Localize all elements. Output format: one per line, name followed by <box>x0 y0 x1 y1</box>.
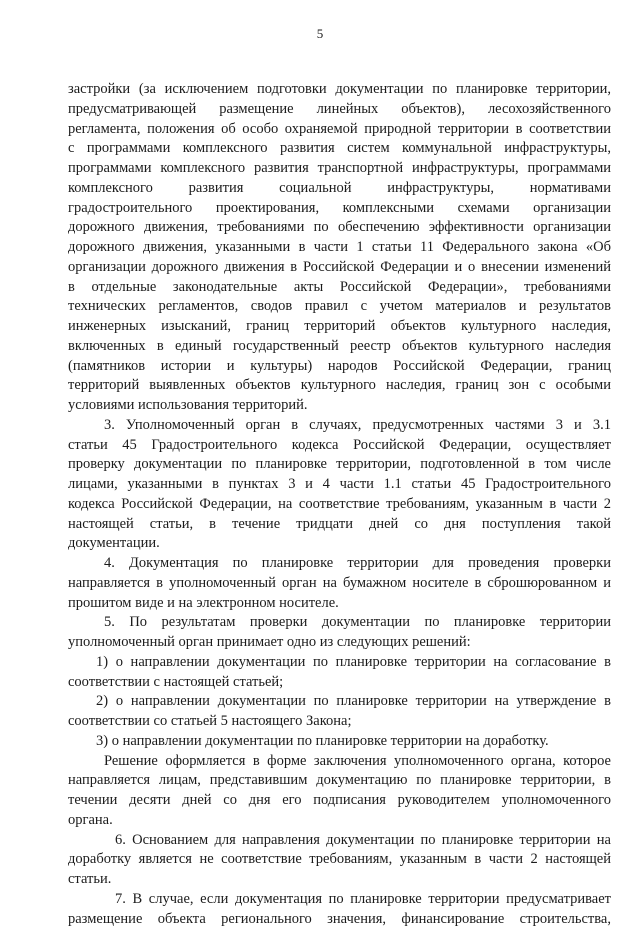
text-line: программами комплексного развития транспортной инфраструктуры, программами <box>68 159 611 179</box>
paragraph-6 <box>68 831 611 890</box>
text-line: соответствии с настоящей статьей; <box>68 673 611 693</box>
paragraph-decision <box>68 752 611 831</box>
text-line: документации. <box>68 534 611 554</box>
text-line: органа. <box>68 811 611 831</box>
text-line: комплексного развития социальной инфраструктуры, нормативами <box>68 179 611 199</box>
text-line: регламента, положения об особо охраняемой природной территории в соответствии <box>68 120 611 140</box>
text-line: 3) о направлении документации по планировке территории на доработку. <box>68 732 611 752</box>
list-item-1 <box>68 653 611 693</box>
text-line: (памятников истории и культуры) народов Российской Федерации, границ <box>68 357 611 377</box>
text-line: дорожного движения, указанными в части 1 статьи 11 Федерального закона «Об <box>68 238 611 258</box>
text-line: направляется лицам, представившим документацию по планировке территории, в <box>68 771 611 791</box>
text-line: технических регламентов, сводов правил с учетом материалов и результатов <box>68 297 611 317</box>
text-line: 3. Уполномоченный орган в случаях, предусмотренных частями 3 и 3.1 <box>68 416 611 436</box>
text-line: градостроительного проектирования, комплексными схемами организации <box>68 199 611 219</box>
text-line: 4. Документация по планировке территории для проведения проверки <box>68 554 611 574</box>
text-line: 6. Основанием для направления документации по планировке территории на <box>68 831 611 851</box>
text-line: доработку является не соответствие требованиям, указанным в части 2 настоящей <box>68 850 611 870</box>
text-line: застройки (за исключением подготовки документации по планировке территории, <box>68 80 611 100</box>
text-line: 1) о направлении документации по планировке территории на согласование в <box>68 653 611 673</box>
text-line: 7. В случае, если документация по планировке территории предусматривает <box>68 890 611 910</box>
text-line: дорожного движения, требованиями по обеспечению эффективности организации <box>68 218 611 238</box>
text-line: статьи. <box>68 870 611 890</box>
text-line: течении десяти дней со дня его подписания руководителем уполномоченного <box>68 791 611 811</box>
text-line: включенных в единый государственный реестр объектов культурного наследия <box>68 337 611 357</box>
paragraph-continuation <box>68 80 611 416</box>
text-line: Решение оформляется в форме заключения уполномоченного органа, которое <box>68 752 611 772</box>
text-line: проверку документации по планировке территории, подготовленной в том числе <box>68 455 611 475</box>
text-line: 2) о направлении документации по планировке территории на утверждение в <box>68 692 611 712</box>
text-line: размещение объекта регионального значения, финансирование строительства, <box>68 910 611 929</box>
text-line: направляется в уполномоченный орган на бумажном носителе в сброшюрованном и <box>68 574 611 594</box>
text-line: 5. По результатам проверки документации по планировке территории <box>68 613 611 633</box>
text-line: соответствии со статьей 5 настоящего Закона; <box>68 712 611 732</box>
text-line: организации дорожного движения в Российской Федерации и о внесении изменений <box>68 258 611 278</box>
text-line: в отдельные законодательные акты Российской Федерации», требованиями <box>68 278 611 298</box>
text-line: предусматривающей размещение линейных объектов), лесохозяйственного <box>68 100 611 120</box>
text-line: территорий выявленных объектов культурного наследия, границ зон с особыми <box>68 376 611 396</box>
text-line: условиями использования территорий. <box>68 396 611 416</box>
paragraph-7 <box>68 890 611 929</box>
list-item-3 <box>68 732 611 752</box>
list-item-2 <box>68 692 611 732</box>
text-line: кодекса Российской Федерации, на соответствие требованиям, указанным в части 2 <box>68 495 611 515</box>
paragraph-5 <box>68 613 611 653</box>
text-line: прошитом виде и на электронном носителе. <box>68 594 611 614</box>
text-line: лицами, указанными в пунктах 3 и 4 части 1.1 статьи 45 Градостроительного <box>68 475 611 495</box>
text-line: с программами комплексного развития систем коммунальной инфраструктуры, <box>68 139 611 159</box>
text-line: инженерных изысканий, границ территорий объектов культурного наследия, <box>68 317 611 337</box>
paragraph-4 <box>68 554 611 613</box>
text-line: статьи 45 Градостроительного кодекса Российской Федерации, осуществляет <box>68 436 611 456</box>
paragraph-3 <box>68 416 611 554</box>
text-line: уполномоченный орган принимает одно из следующих решений: <box>68 633 611 653</box>
document-body <box>68 80 611 929</box>
page-number: 5 <box>0 26 640 42</box>
text-line: настоящей статьи, в течение тридцати дней со дня поступления такой <box>68 515 611 535</box>
